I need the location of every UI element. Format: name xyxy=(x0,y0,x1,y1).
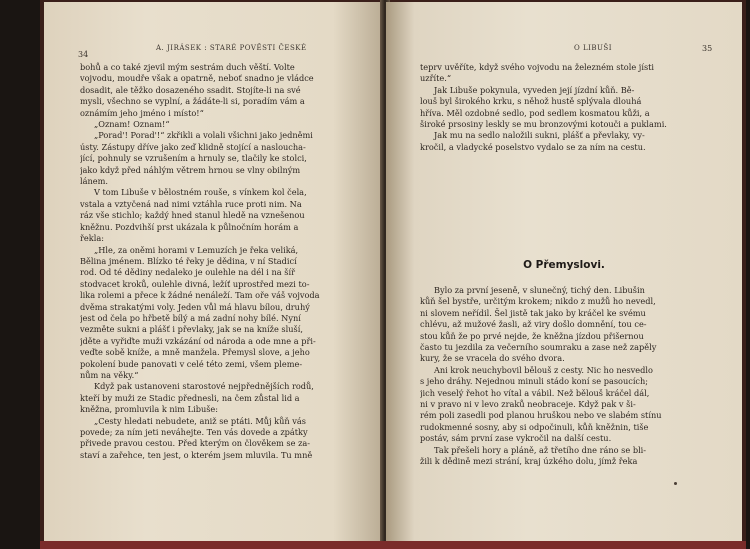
text-line: ráz vše stichlo; každý hned stanul hledě na vznešenou xyxy=(80,210,305,221)
text-line: louš byl širokého krku, s něhož hustě splývala dlouhá xyxy=(420,96,642,107)
text-line: rém poli zasedli pod planou hruškou nebo ve slabém stínu xyxy=(420,410,662,421)
text-line: staví a zařehce, ten jest, o kterém jsem mluvila. Tu mně xyxy=(80,449,313,460)
text-line: Jak mu na sedlo naložili sukni, plášť a převlaky, vy- xyxy=(434,130,645,141)
text-line: často tu jezdila za večerního soumraku a zase než zapěly xyxy=(420,342,657,353)
text-line: kteří by muži ze Stadic přednesli, na čem zůstal lid a xyxy=(80,392,300,403)
text-line: ni v pravo ni v levo zraků neobraceje. Když pak v ši- xyxy=(420,399,636,410)
text-line: vojvodu, moudře však a opatrně, neboť snadno je vládce xyxy=(80,73,314,84)
text-line: bohů a co také zjevil mým sestrám duch věští. Volte xyxy=(80,62,295,72)
text-line: ni slovem neřídil. Šel jistě tak jako by kráčel ke svému xyxy=(420,307,646,318)
text-line: vezměte sukni a plášť i převlaky, jak se na kníže sluší, xyxy=(80,324,303,335)
left-body-text xyxy=(80,62,370,461)
text-line: rod. Od té dědiny nedaleko je oulehle na dél i na šíř xyxy=(80,267,295,278)
text-line: nům na věky.“ xyxy=(80,369,139,380)
text-line: kury, že se vracela do svého dvora. xyxy=(420,353,565,364)
text-line: lika rolemi a přece k žádné nenáleží. Tam oře váš vojvoda xyxy=(80,290,320,301)
right-body-text-top xyxy=(420,62,716,153)
text-line: teprv uvěříte, když svého vojvodu na železném stole jísti xyxy=(420,62,655,72)
text-line: Když pak ustanoveni starostové nejpřednějších rodů, xyxy=(94,381,314,392)
text-line: chlévu, až mužové žasli, až viry došlo domnění, tou ce- xyxy=(420,319,647,330)
left-running-head: A. JIRÁSEK : STARÉ POVĚSTI ČESKÉ xyxy=(156,44,307,52)
text-line: oznámím jeho jméno i místo!“ xyxy=(80,107,204,118)
text-line: uzříte.“ xyxy=(420,73,452,84)
text-line: řekla: xyxy=(80,233,104,244)
text-line: stou kůň že po prvé nejde, že kněžna jízdou přišernou xyxy=(420,330,644,341)
text-line: „Cesty hledati nebudete, aniž se ptáti. Můj kůň vás xyxy=(94,415,306,426)
text-line: dosadit, ale těžko dosazeného ssadit. Stojíte-li na své xyxy=(80,84,301,95)
text-line: jich veselý řehot ho vítal a vábil. Než bělouš kráčel dál, xyxy=(420,387,650,398)
right-page xyxy=(386,2,742,542)
text-line: V tom Libuše v bělostném rouše, s vínkem kol čela, xyxy=(94,187,307,198)
text-line: Tak přešeli hory a pláně, až třetího dne ráno se bli- xyxy=(434,444,647,455)
text-line: Bylo za první jeseně, v slunečný, tichý den. Libušin xyxy=(434,285,645,295)
text-line: lánem. xyxy=(80,176,108,187)
text-line: přivede pravou cestou. Před kterým on člověkem se za- xyxy=(80,438,311,449)
text-line: pokolení bude panovati v celé této zemi, všem pleme- xyxy=(80,358,303,369)
right-running-head: O LIBUŠI xyxy=(574,44,612,52)
text-line: Jak Libuše pokynula, vyveden její jízdní kůň. Bě- xyxy=(434,84,635,95)
text-line: Ani krok neuchybovil bělouš z cesty. Nic ho nesvedlo xyxy=(434,364,653,375)
text-line: postáv, sám první zase vykročil na další cestu. xyxy=(420,433,612,444)
text-line: jest od čela po hřbetě bílý a má zadní nohy bílé. Nyní xyxy=(80,312,301,323)
text-line: „Hle, za oněmi horami v Lemuzích je řeka veliká, xyxy=(94,244,299,255)
text-line: dvěma strakatými voly. Jeden vůl má hlavu bílou, druhý xyxy=(80,301,310,312)
text-line: jako když před náhlým větrem hrnou se vlny obilným xyxy=(80,164,301,175)
text-line: stodvacet kroků, oulehle divná, ležíť uprostřed mezi to- xyxy=(80,278,310,289)
book-edge xyxy=(40,541,746,549)
text-line: kůň šel bystře, určitým krokem; nikdo z mužů ho nevedl, xyxy=(420,296,656,307)
right-page-number: 35 xyxy=(702,44,713,53)
text-line: ústy. Zástupy dříve jako zeď klidně stojící a nasloucha- xyxy=(80,141,306,152)
text-line: s jeho dráhy. Nejednou minuli stádo koní se pasoucích; xyxy=(420,376,649,387)
text-line: hříva. Měl ozdobné sedlo, pod sedlem kosmatou kůži, a xyxy=(420,107,650,118)
text-line: „Oznam! Oznam!“ xyxy=(94,119,170,130)
text-line: Bělina jménem. Blízko té řeky je dědina, v ní Stadicí xyxy=(80,255,297,266)
text-line: veďte sobě kníže, a mně manžela. Přemysl slove, a jeho xyxy=(80,347,310,358)
text-line: kněžna, promluvila k nim Libuše: xyxy=(80,404,219,415)
open-book xyxy=(40,0,746,549)
text-line: kročil, a vladycké poselstvo vydalo se za ním na cestu. xyxy=(420,141,646,152)
text-line: rudokmenné sosny, aby si odpočinuli, kůň kněžnin, tiše xyxy=(420,421,649,432)
text-line: vstala a vztyčená nad nimi vztáhla ruce proti nim. Na xyxy=(80,198,302,209)
text-line: široké prsosiny leskly se mu bronzovými kotouči a puklami. xyxy=(420,119,667,130)
left-page xyxy=(44,2,384,542)
right-body-text-bottom xyxy=(420,285,716,468)
text-line: kněžnu. Pozdvihší prst ukázala k půlnočním horám a xyxy=(80,221,299,232)
text-line: povede; za ním jeti neváhejte. Ten vás dovede a zpátky xyxy=(80,427,308,437)
text-line: jděte a vyřiďte muži vzkázání od národa a ode mne a při- xyxy=(80,335,316,346)
left-page-number: 34 xyxy=(78,50,89,59)
chapter-title: O Přemyslovi. xyxy=(523,259,605,271)
text-line: „Porad'! Porad'!“ zkřikli a volali všichni jako jedněmi xyxy=(94,130,313,141)
text-line: mysli, všechno se vyplní, a žádáte-li si, poradím vám a xyxy=(80,96,305,107)
page-mark-dot xyxy=(674,482,677,485)
text-line: jící, pohnuly se vzrušením a hrnuly se, tlačily ke stolci, xyxy=(80,153,307,164)
text-line: žili k dědině mezi strání, kraj úzkého dolu, jímž řeka xyxy=(420,456,638,467)
